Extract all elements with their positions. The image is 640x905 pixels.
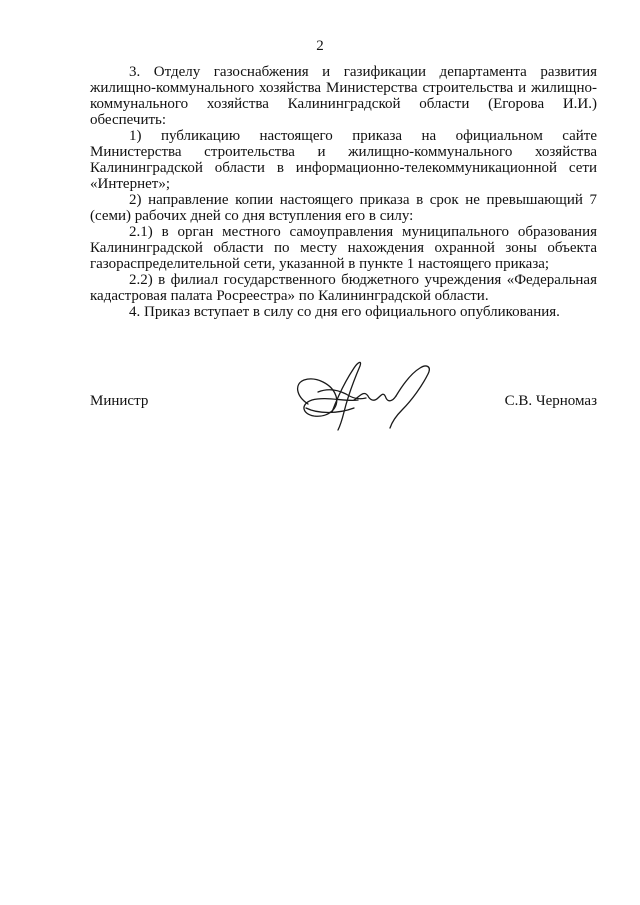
paragraph-item-4: 4. Приказ вступает в силу со дня его официального опубликования.: [129, 304, 560, 320]
page-number: 2: [316, 38, 324, 54]
paragraph-subitem-2-1: 2.1) в орган местного самоуправления муниципального образования Калининградской области по месту нахождения охранной зоны объекта газораспределительной сети, указанной в пункте 1 настоящего приказа;: [90, 224, 597, 272]
paragraph-subitem-2: 2) направление копии настоящего приказа в срок не превышающий 7 (семи) рабочих дней со дня вступления его в силу:: [90, 192, 597, 224]
signatory-title: Министр: [90, 393, 149, 409]
paragraph-subitem-1: 1) публикацию настоящего приказа на официальном сайте Министерства строительства и жилищно-коммунального хозяйства Калининградской области в информационно-телекоммуникационной сети «Интернет»;: [90, 128, 597, 192]
document-body: [90, 64, 597, 320]
signature-block: [90, 392, 597, 416]
signatory-name: С.В. Черномаз: [504, 393, 597, 409]
paragraph-item-3: 3. Отделу газоснабжения и газификации департамента развития жилищно-коммунального хозяйства Министерства строительства и жилищно-коммунального хозяйства Калининградской области (Егорова И.И.) обеспечить:: [90, 64, 597, 128]
paragraph-subitem-2-2: 2.2) в филиал государственного бюджетного учреждения «Федеральная кадастровая палата Росреестра» по Калининградской области.: [90, 272, 597, 304]
